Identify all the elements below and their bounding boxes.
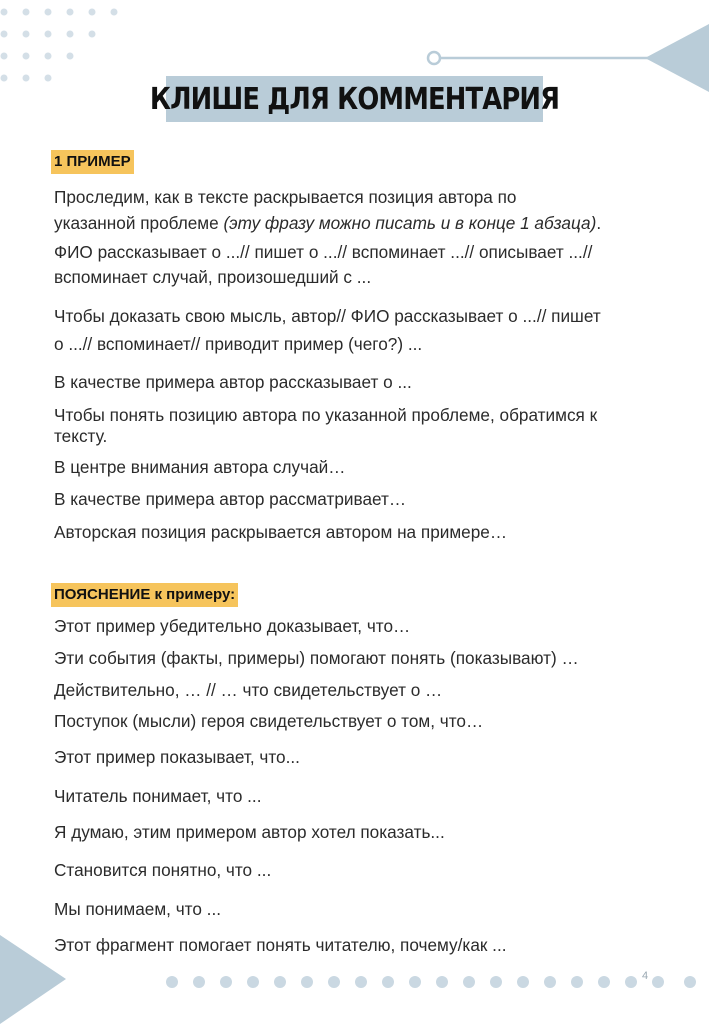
text-line: о ...// вспоминает// приводит пример (чего?) ... xyxy=(54,334,423,354)
text-line: Поступок (мысли) героя свидетельствует о том, что… xyxy=(54,711,484,731)
bottom-dots-decoration xyxy=(160,972,709,992)
section2-heading: ПОЯСНЕНИЕ к примеру: xyxy=(51,583,238,607)
page-number: 4 xyxy=(642,970,649,982)
text-line: ФИО рассказывает о ...// пишет о ...// вспоминает ...// описывает ...// xyxy=(54,242,593,262)
text-line: В центре внимания автора случай… xyxy=(54,457,346,477)
text-line: Становится понятно, что ... xyxy=(54,860,272,880)
text-line: Этот пример показывает, что... xyxy=(54,747,300,767)
text-line: В качестве примера автор рассказывает о ... xyxy=(54,372,412,392)
text-line: Эти события (факты, примеры) помогают понять (показывают) … xyxy=(54,648,579,668)
text-line: Чтобы доказать свою мысль, автор// ФИО рассказывает о ...// пишет xyxy=(54,306,601,326)
italic-note: (эту фразу можно писать и в конце 1 абзаца) xyxy=(223,213,597,233)
text-line: Мы понимаем, что ... xyxy=(54,899,221,919)
text-line xyxy=(54,212,601,234)
text-line: Этот пример убедительно доказывает, что… xyxy=(54,616,411,636)
dot-grid-decoration xyxy=(0,0,150,100)
text-line: Действительно, … // … что свидетельствует о … xyxy=(54,680,443,700)
text-line: Проследим, как в тексте раскрывается позиция автора по xyxy=(54,187,517,207)
page-title: КЛИШЕ ДЛЯ КОММЕНТАРИЯ xyxy=(149,81,560,117)
text-span: . xyxy=(596,213,602,233)
text-span: указанной проблеме xyxy=(54,213,224,233)
text-line: В качестве примера автор рассматривает… xyxy=(54,489,407,509)
text-line: Я думаю, этим примером автор хотел показать... xyxy=(54,822,445,842)
text-line: Чтобы понять позицию автора по указанной проблеме, обратимся к xyxy=(54,405,598,425)
section1-heading: 1 ПРИМЕР xyxy=(51,150,134,174)
text-line: Авторская позиция раскрывается автором на примере… xyxy=(54,522,508,542)
text-line: тексту. xyxy=(54,426,108,446)
text-line: вспоминает случай, произошедший с ... xyxy=(54,267,372,287)
text-line: Этот фрагмент помогает понять читателю, почему/как ... xyxy=(54,935,507,955)
text-line: Читатель понимает, что ... xyxy=(54,786,262,806)
